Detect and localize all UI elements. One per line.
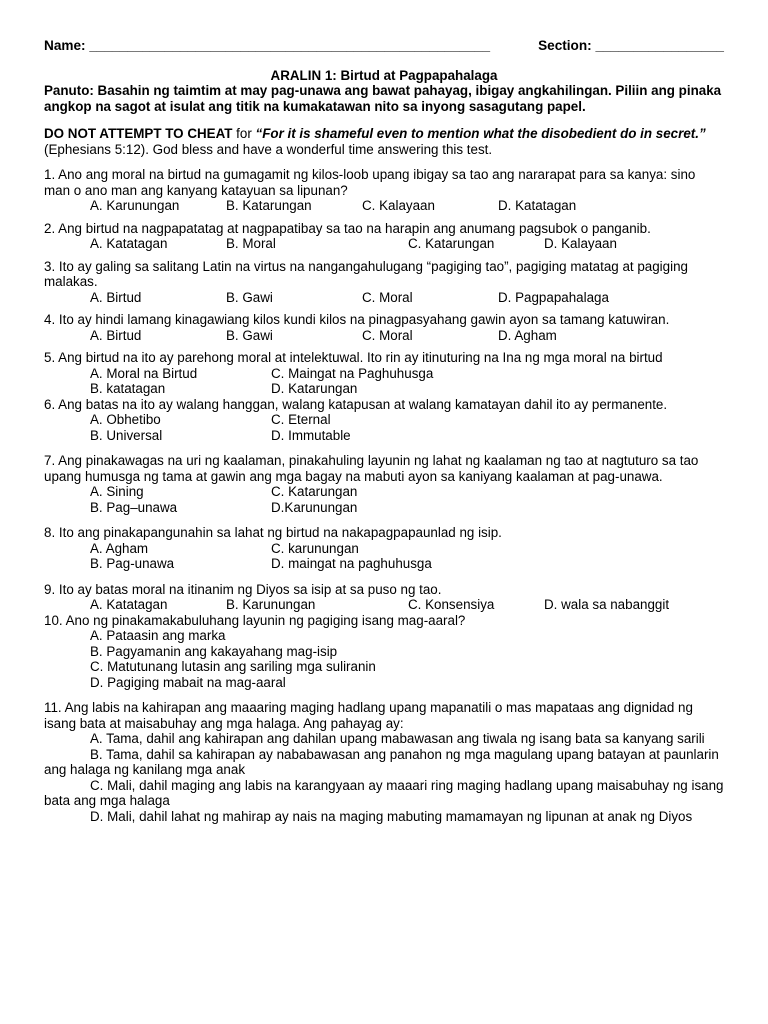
- options: [90, 366, 724, 397]
- question-text: 3. Ito ay galing sa salitang Latin na virtus na nangangahulugang “pagiging tao”, pagiging matatag at pagiging malakas.: [44, 258, 688, 289]
- question-text: 4. Ito ay hindi lamang kinagawiang kilos kundi kilos na pinagpasyahang gawin ayon sa tamang katuwiran.: [44, 312, 670, 327]
- option: B. Pag-unawa: [90, 556, 175, 571]
- question-text: 10. Ano ng pinakamakabuluhang layunin ng pagiging isang mag-aaral?: [44, 612, 466, 628]
- option: B. Karunungan: [226, 597, 316, 612]
- option: A. Katatagan: [90, 236, 168, 251]
- question-text: 5. Ang birtud na ito ay parehong moral at intelektuwal. Ito rin ay itinuturing na Ina ng mga moral na birtud: [44, 350, 663, 365]
- option: A. Agham: [90, 540, 149, 556]
- option: A. Katatagan: [90, 597, 168, 612]
- option: D.Karunungan: [271, 499, 358, 515]
- option: C. Mali, dahil maging ang labis na karangyaan ay maaari ring maging hadlang upang maisabuhay ng isang bata ang mga halaga: [44, 777, 724, 808]
- lesson-title: ARALIN 1: Birtud at Pagpapahalaga: [270, 67, 498, 83]
- option: C. Eternal: [271, 412, 331, 427]
- option: D. Mali, dahil lahat ng mahirap ay nais na maging mabuting mamamayan ng lipunan at anak ng Diyos: [90, 808, 693, 824]
- warning-for: for: [232, 126, 256, 141]
- option: D. Immutable: [271, 427, 351, 443]
- option: B. Moral: [226, 236, 276, 251]
- header-row: [44, 38, 724, 54]
- option: B. Pag–unawa: [90, 499, 178, 515]
- question-5: [44, 350, 724, 397]
- section-line: Section: _________________: [538, 38, 724, 53]
- question-8: [44, 525, 724, 572]
- question-1: [44, 167, 724, 214]
- question-11: [44, 700, 724, 824]
- question-4: [44, 312, 724, 343]
- warning-quote: “For it is shameful even to mention what the disobedient do in secret.”: [255, 126, 706, 141]
- question-10: [44, 613, 724, 691]
- option: B. Pagyamanin ang kakayahang mag-isip: [90, 643, 338, 659]
- option: B. Universal: [90, 427, 163, 443]
- option: D. Pagiging mabait na mag-aaral: [90, 674, 286, 690]
- option: A. Sining: [90, 484, 144, 499]
- option: B. Gawi: [226, 327, 273, 343]
- question-text: 11. Ang labis na kahirapan ang maaaring maging hadlang upang mapanatili o mas mapataas ang dignidad ng isang bata at maisabuhay ang mga halaga. Ang pahayag ay:: [44, 700, 693, 731]
- option: C. Katarungan: [408, 236, 495, 251]
- options: [90, 541, 724, 572]
- option: C. Konsensiya: [408, 597, 495, 612]
- options: [90, 484, 724, 515]
- question-6: [44, 397, 724, 444]
- option: D. Pagpapahalaga: [498, 289, 609, 305]
- options: [90, 412, 724, 443]
- option: D. Katatagan: [498, 198, 577, 213]
- option: D. Katarungan: [271, 381, 358, 396]
- option: C. Katarungan: [271, 484, 358, 499]
- question-text: 2. Ang birtud na nagpapatatag at nagpapatibay sa tao na harapin ang anumang pagsubok o panganib.: [44, 220, 651, 236]
- option: A. Tama, dahil ang kahirapan ang dahilan upang mabawasan ang tiwala ng isang bata sa kanyang sarili: [90, 731, 705, 746]
- option: C. Moral: [362, 289, 413, 305]
- option: D. Kalayaan: [544, 236, 617, 251]
- option: C. Matutunang lutasin ang sariling mga suliranin: [90, 659, 376, 674]
- options: [90, 236, 724, 252]
- question-3: [44, 259, 724, 306]
- option: D. Agham: [498, 327, 557, 343]
- option: C. Moral: [362, 327, 413, 343]
- question-text: 8. Ito ang pinakapangunahin sa lahat ng birtud na nakapagpapaunlad ng isip.: [44, 525, 502, 540]
- option: B. Katarungan: [226, 198, 312, 213]
- option: A. Moral na Birtud: [90, 365, 198, 381]
- option: B. Gawi: [226, 289, 273, 305]
- options: [90, 198, 724, 214]
- question-text: 1. Ano ang moral na birtud na gumagamit ng kilos-loob upang ibigay sa tao ang nararapat para sa kanya: sino man o ano man ang kanyang katayuan sa lipunan?: [44, 167, 696, 198]
- options: [90, 628, 724, 690]
- option: A. Obhetibo: [90, 412, 161, 427]
- option: B. katatagan: [90, 381, 166, 396]
- options: [90, 597, 724, 613]
- option: C. karunungan: [271, 540, 359, 556]
- question-7: [44, 453, 724, 515]
- option: B. Tama, dahil sa kahirapan ay nababawasan ang panahon ng mga magulang upang batayan at paunlarin ang halaga ng kanilang mga anak: [44, 746, 719, 777]
- option: A. Karunungan: [90, 198, 180, 213]
- options: [90, 290, 724, 306]
- option: D. maingat na paghuhusga: [271, 556, 432, 571]
- question-text: 6. Ang batas na ito ay walang hanggan, walang katapusan at walang kamatayan dahil ito ay permanente.: [44, 396, 668, 412]
- warning-bold: DO NOT ATTEMPT TO CHEAT: [44, 126, 233, 141]
- option: A. Birtud: [90, 289, 142, 305]
- option: A. Pataasin ang marka: [90, 628, 226, 643]
- warning-rest: (Ephesians 5:12). God bless and have a wonderful time answering this test.: [44, 141, 493, 157]
- question-text: 7. Ang pinakawagas na uri ng kaalaman, pinakahuling layunin ng lahat ng kaalaman ng tao at nagtuturo sa tao upang humusga ng tama at gawin ang mga bagay na mabuti ayon sa kaniyang kaalaman at pag-unawa.: [44, 453, 699, 484]
- option: C. Maingat na Paghuhusga: [271, 365, 434, 381]
- question-2: [44, 221, 724, 252]
- option: D. wala sa nabanggit: [544, 597, 670, 612]
- options: [90, 328, 724, 344]
- name-line: Name: _____________________________________________________: [44, 38, 491, 53]
- option: A. Birtud: [90, 327, 142, 343]
- instructions: Panuto: Basahin ng taimtim at may pag-unawa ang bawat pahayag, ibigay angkahilingan. Piliin ang pinaka angkop na sagot at isulat ang titik na kumakatawan nito sa inyong sasagutang papel.: [44, 83, 722, 114]
- question-9: [44, 582, 724, 613]
- question-text: 9. Ito ay batas moral na itinanim ng Diyos sa isip at sa puso ng tao.: [44, 581, 442, 597]
- option: C. Kalayaan: [362, 198, 435, 213]
- cheating-warning: [44, 126, 724, 157]
